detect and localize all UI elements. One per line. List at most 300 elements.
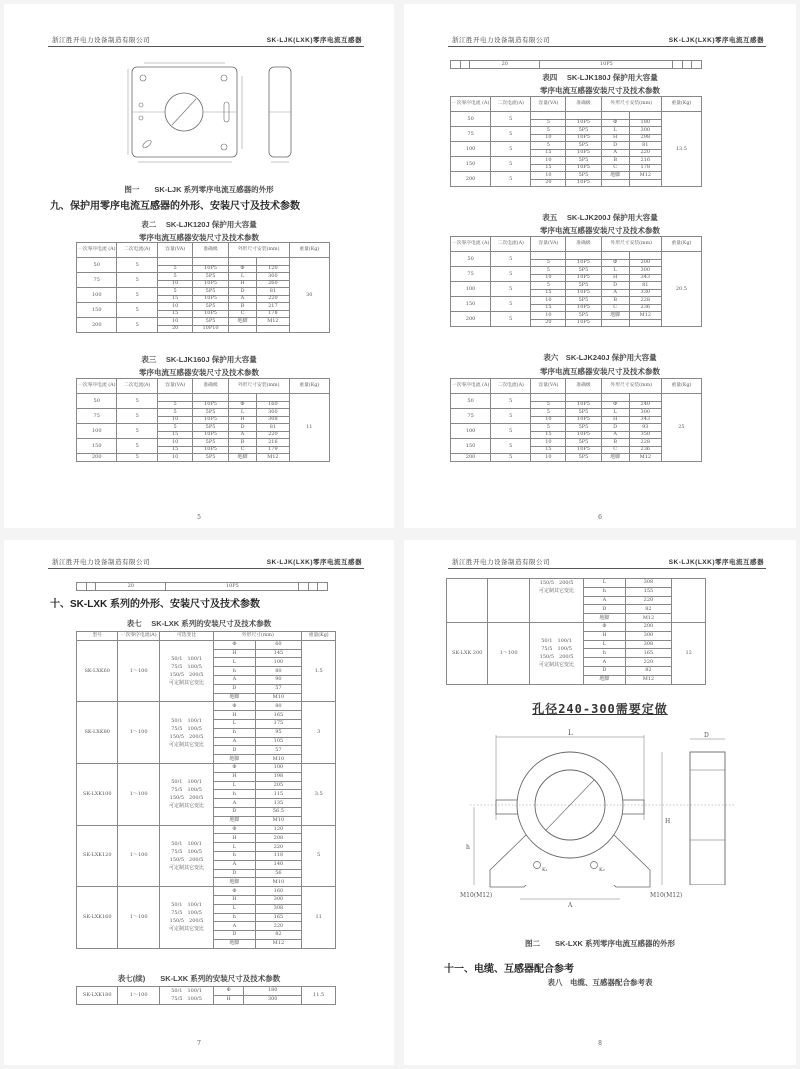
dim-value-cell: 200 (629, 259, 661, 267)
dim-value-cell: 220 (255, 922, 302, 931)
table-header-row (451, 97, 702, 112)
accuracy-cell (566, 252, 601, 260)
secondary-current-cell: 5 (491, 312, 531, 327)
dim-name-cell: D (584, 605, 625, 614)
dim-name-cell: L (214, 781, 255, 790)
weight-cell: 3 (302, 702, 336, 764)
primary-current-cell: 200 (77, 454, 117, 462)
capacity-cell: 5 (531, 401, 566, 409)
capacity-cell: 10 (531, 157, 566, 165)
column-header: 外形尺寸安装(mm) (601, 237, 661, 252)
dim-name-cell: B (601, 297, 629, 305)
dim-name-cell: A (584, 658, 625, 667)
dim-name-cell: 地脚 (214, 755, 255, 764)
dim-name-cell: B (228, 439, 256, 447)
primary-current-cell: 50 (451, 252, 491, 267)
dim-L-label: L (568, 729, 573, 737)
dim-value-cell: 81 (257, 288, 289, 296)
weight-cell: 13.5 (661, 112, 701, 187)
capacity-cell: 5 (531, 259, 566, 267)
capacity-cell: 20 (157, 325, 192, 333)
ratio-line: 50/1 100/1 (171, 988, 202, 995)
weight-cell: 12 (672, 622, 706, 684)
dim-name-cell: H (214, 649, 255, 658)
dim-value-cell: 115 (255, 790, 302, 799)
capacity-cell: 10 (157, 416, 192, 424)
table-row (451, 112, 702, 120)
ratio-line: 可定制其它变比 (169, 741, 205, 748)
dim-value-cell: 165 (255, 711, 302, 720)
dim-name-cell: C (601, 164, 629, 172)
current-cell (488, 579, 529, 623)
column-header: 准确级 (193, 379, 228, 394)
dim-value-cell: M12 (257, 318, 289, 326)
page-header (48, 34, 364, 47)
table-2 (76, 242, 330, 333)
capacity-cell: 15 (157, 310, 192, 318)
weight-cell: 5 (302, 825, 336, 887)
dim-value-cell: 82 (625, 605, 672, 614)
dim-value-cell: 308 (257, 416, 289, 424)
secondary-current-cell: 5 (491, 127, 531, 142)
dim-value-cell: 300 (257, 409, 289, 417)
model-cell: SK-LXK60 (77, 640, 118, 702)
capacity-cell: 5 (531, 119, 566, 127)
dim-name-cell: C (601, 304, 629, 312)
secondary-current-cell: 5 (117, 273, 157, 288)
ratio-line: 150/5 200/5 (169, 672, 204, 679)
capacity-cell (531, 252, 566, 260)
dim-name-cell: Φ (214, 887, 255, 896)
dim-name-cell: H (228, 280, 256, 288)
ratio-line: 50/1 100/1 (171, 779, 202, 786)
accuracy-cell: 10P5 (566, 416, 601, 424)
secondary-current-cell: 5 (491, 439, 531, 454)
table-5 (450, 236, 702, 327)
table-7-continued (76, 986, 336, 1005)
header-company: 浙江胜开电力设备制造有限公司 (52, 558, 150, 566)
table-6-subtitle: 零序电流互感器安装尺寸及技术参数 (540, 367, 660, 376)
capacity-cell: 10 (531, 416, 566, 424)
accuracy-cell: 10P5 (566, 431, 601, 439)
table-5-title: 表五 SK-LJK200J 保护用大容量 (542, 213, 658, 222)
primary-current-cell: 75 (451, 267, 491, 282)
table-row (77, 258, 330, 266)
dim-value-cell: 57 (255, 746, 302, 755)
dim-value-cell: 208 (255, 834, 302, 843)
dim-name-cell: H (214, 711, 255, 720)
dim-name-cell: B (228, 303, 256, 311)
header-product: SK-LJK(LXK)零序电流互感器 (668, 37, 764, 44)
dim-name-cell: H (584, 631, 625, 640)
dim-name-cell: 地脚 (214, 816, 255, 825)
ratio-line: 150/5 200/5 (169, 918, 204, 925)
dim-value-cell: 140 (255, 860, 302, 869)
primary-current-cell: 50 (77, 394, 117, 409)
secondary-current-cell: 5 (117, 454, 157, 462)
secondary-current-cell: 5 (491, 252, 531, 267)
accuracy-cell: 5P5 (566, 172, 601, 180)
capacity-cell (157, 394, 192, 402)
section-11-title: 十一、电缆、互感器配合参考 (444, 964, 574, 975)
page-header (48, 556, 364, 569)
table-3 (76, 378, 330, 462)
primary-current-cell: 75 (77, 409, 117, 424)
cell (460, 61, 470, 69)
dim-value-cell (629, 319, 661, 327)
accuracy-cell: 10P5 (566, 134, 601, 142)
dim-name-cell: A (584, 596, 625, 605)
accuracy-cell: 5P5 (193, 439, 228, 447)
ratio-line: 150/5 200/5 (539, 654, 574, 661)
accuracy-cell: 10P5 (193, 310, 228, 318)
dim-value-cell: 220 (625, 658, 672, 667)
ratio-line: 50/1 100/1 (171, 902, 202, 909)
dim-name-cell (228, 325, 256, 333)
column-header: 二次电流(A) (491, 97, 531, 112)
column-header: 外形尺寸安装(mm) (601, 379, 661, 394)
dim-name-cell: Φ (214, 763, 255, 772)
dim-name-cell: L (214, 843, 255, 852)
dim-value-cell: 228 (629, 439, 661, 447)
table-7-continued-page8 (446, 578, 706, 685)
accuracy-cell: 10P10 (193, 325, 228, 333)
dim-name-cell: D (601, 424, 629, 432)
dim-value-cell: 82 (255, 931, 302, 940)
dim-value-cell: 81 (257, 424, 289, 432)
dim-name-cell: A (601, 149, 629, 157)
column-header: 外形尺寸(mm) (214, 632, 302, 641)
dim-value-cell: 145 (255, 649, 302, 658)
capacity-cell: 5 (157, 265, 192, 273)
current-cell: 1～100 (118, 887, 159, 949)
dim-H-label: H (665, 818, 671, 825)
table-row (77, 987, 336, 996)
capacity-cell: 5 (531, 409, 566, 417)
continued-row (450, 60, 702, 69)
cell: 20 (470, 61, 540, 69)
dim-name-cell: Φ (601, 259, 629, 267)
primary-current-cell: 200 (451, 172, 491, 187)
header-company: 浙江胜开电力设备制造有限公司 (52, 36, 150, 44)
column-header: 二次电流(A) (117, 379, 157, 394)
dim-value-cell: 57 (255, 684, 302, 693)
accuracy-cell (566, 112, 601, 120)
dim-name-cell: A (601, 431, 629, 439)
current-cell: 1～100 (488, 622, 529, 684)
k2-label: K₂ (599, 867, 605, 873)
dim-value-cell: 300 (629, 267, 661, 275)
column-header: 重量(Kg) (302, 632, 336, 641)
dim-name-cell: A (214, 860, 255, 869)
dim-value-cell: M12 (255, 939, 302, 948)
column-header: 准确级 (193, 243, 228, 258)
accuracy-cell: 10P5 (566, 289, 601, 297)
accuracy-cell (193, 258, 228, 266)
column-header: 重量(Kg) (661, 97, 701, 112)
capacity-cell: 15 (531, 431, 566, 439)
table-row (77, 763, 336, 772)
weight-cell: 11 (302, 887, 336, 949)
dim-value-cell: 343 (629, 416, 661, 424)
secondary-current-cell: 5 (491, 424, 531, 439)
dim-name-cell: H (214, 895, 255, 904)
column-header: 准确级 (566, 97, 601, 112)
dim-value-cell: 178 (629, 164, 661, 172)
ratio-line: 75/5 100/5 (171, 664, 202, 671)
primary-current-cell: 150 (451, 439, 491, 454)
dim-name-cell: Φ (228, 401, 256, 409)
primary-current-cell: 50 (77, 258, 117, 273)
primary-current-cell: 100 (451, 424, 491, 439)
table-row (451, 61, 702, 69)
capacity-cell (531, 112, 566, 120)
dim-value-cell: 165 (255, 913, 302, 922)
cell (692, 61, 702, 69)
accuracy-cell: 10P5 (566, 259, 601, 267)
column-header: 容量(VA) (531, 379, 566, 394)
capacity-cell: 15 (531, 446, 566, 454)
dim-name-cell: 地脚 (228, 318, 256, 326)
dim-value-cell: 308 (625, 640, 672, 649)
accuracy-cell: 10P5 (566, 446, 601, 454)
current-cell: 1～100 (118, 825, 159, 887)
ratio-cell (159, 825, 213, 887)
dim-value-cell: 155 (625, 587, 672, 596)
capacity-cell: 20 (531, 319, 566, 327)
dim-value-cell: 118 (255, 851, 302, 860)
accuracy-cell: 10P5 (193, 446, 228, 454)
dim-name-cell: H (214, 834, 255, 843)
secondary-current-cell: 5 (491, 172, 531, 187)
column-header: 重量(Kg) (289, 379, 329, 394)
dim-name-cell (228, 394, 256, 402)
dim-name-cell: L (601, 267, 629, 275)
model-cell: SK-LXK120 (77, 825, 118, 887)
page-number: 8 (598, 1040, 602, 1047)
table-7b-title: 表七(续) SK-LXK 系列的安装尺寸及技术参数 (117, 974, 281, 983)
table-4-subtitle: 零序电流互感器安装尺寸及技术参数 (540, 86, 660, 95)
page-number: 6 (598, 514, 602, 521)
cell (451, 61, 461, 69)
column-header: 可选变比 (159, 632, 213, 641)
dim-value-cell: 300 (629, 127, 661, 135)
capacity-cell: 10 (157, 454, 192, 462)
capacity-cell: 10 (157, 303, 192, 311)
ratio-cell (529, 622, 583, 684)
dim-value-cell (629, 252, 661, 260)
ratio-line: 75/5 100/5 (171, 848, 202, 855)
ratio-line: 75/5 100/5 (171, 725, 202, 732)
table-6-title: 表六 SK-LJK240J 保护用大容量 (543, 353, 657, 362)
primary-current-cell: 100 (77, 424, 117, 439)
capacity-cell: 10 (531, 454, 566, 462)
capacity-cell: 15 (157, 431, 192, 439)
dim-value-cell: 260 (257, 280, 289, 288)
column-header: 一次零序电流 (A) (451, 97, 491, 112)
secondary-current-cell: 5 (491, 142, 531, 157)
capacity-cell (531, 394, 566, 402)
dim-name-cell: D (214, 807, 255, 816)
k1-label: K₁ (542, 867, 548, 873)
capacity-cell: 5 (531, 282, 566, 290)
table-header-row (77, 379, 330, 394)
current-cell: 1～100 (118, 702, 159, 764)
accuracy-cell: 5P5 (566, 454, 601, 462)
secondary-current-cell: 5 (117, 394, 157, 409)
dim-h-label: h (466, 844, 470, 851)
accuracy-cell: 5P5 (193, 288, 228, 296)
table-2-subtitle: 零序电流互感器安装尺寸及技术参数 (139, 233, 259, 242)
dim-value-cell: 300 (255, 895, 302, 904)
dim-name-cell: C (228, 310, 256, 318)
model-cell: SK-LXK180 (77, 987, 118, 1005)
primary-current-cell: 50 (451, 112, 491, 127)
table-row (447, 622, 706, 631)
page-number: 7 (197, 1040, 201, 1047)
accuracy-cell: 5P5 (566, 142, 601, 150)
bolt-right-label: M10(M12) (650, 892, 683, 899)
dim-A-label: A (568, 902, 573, 909)
dim-name-cell: D (601, 142, 629, 150)
bolt-left-label: M10(M12) (460, 892, 493, 899)
current-cell: 1～100 (118, 640, 159, 702)
table-header-row (77, 632, 336, 641)
capacity-cell: 10 (531, 172, 566, 180)
weight-cell (672, 579, 706, 623)
header-company: 浙江胜开电力设备制造有限公司 (452, 36, 550, 44)
page-8 (404, 540, 796, 1065)
dim-value-cell: 205 (255, 781, 302, 790)
table-row (451, 252, 702, 260)
dim-value-cell: M12 (629, 312, 661, 320)
dim-name-cell: Φ (214, 702, 255, 711)
dim-name-cell: A (214, 799, 255, 808)
accuracy-cell: 5P5 (193, 454, 228, 462)
primary-current-cell: 50 (451, 394, 491, 409)
dim-name-cell: L (214, 904, 255, 913)
model-cell: SK-LXK80 (77, 702, 118, 764)
secondary-current-cell: 5 (491, 112, 531, 127)
secondary-current-cell: 5 (491, 394, 531, 409)
secondary-current-cell: 5 (491, 282, 531, 297)
secondary-current-cell: 5 (117, 409, 157, 424)
ratio-line: 可定制其它变比 (169, 803, 205, 810)
column-header: 外形尺寸安装(mm) (601, 97, 661, 112)
ratio-line: 50/1 100/1 (171, 656, 202, 663)
ratio-line: 75/5 100/5 (171, 910, 202, 917)
accuracy-cell: 10P5 (566, 179, 601, 187)
primary-current-cell: 150 (77, 439, 117, 454)
accuracy-cell: 10P5 (566, 319, 601, 327)
cell (318, 583, 328, 591)
dim-name-cell (601, 319, 629, 327)
dim-D-label: D (704, 732, 709, 739)
table-7 (76, 631, 336, 949)
primary-current-cell: 150 (77, 303, 117, 318)
dim-value-cell: 56 (255, 869, 302, 878)
figure-2-drawing (454, 725, 734, 885)
dim-name-cell (601, 252, 629, 260)
dim-name-cell (601, 179, 629, 187)
secondary-current-cell: 5 (117, 424, 157, 439)
cell (299, 583, 309, 591)
dim-name-cell: H (228, 416, 256, 424)
secondary-current-cell: 5 (491, 409, 531, 424)
capacity-cell: 10 (157, 318, 192, 326)
column-header: 准确级 (566, 379, 601, 394)
table-header-row (451, 237, 702, 252)
primary-current-cell: 75 (451, 409, 491, 424)
header-product: SK-LJK(LXK)零序电流互感器 (266, 37, 362, 44)
column-header: 准确级 (566, 237, 601, 252)
page-header (448, 34, 766, 47)
capacity-cell: 10 (531, 134, 566, 142)
dim-name-cell: L (228, 409, 256, 417)
table-6 (450, 378, 702, 462)
primary-current-cell: 150 (451, 157, 491, 172)
dim-name-cell: H (601, 416, 629, 424)
dim-name-cell: h (584, 649, 625, 658)
table-8-title: 表八 电缆、互感器配合参考表 (547, 978, 653, 987)
primary-current-cell: 200 (451, 454, 491, 462)
dim-name-cell: Φ (214, 987, 244, 996)
capacity-cell: 5 (531, 142, 566, 150)
dim-value-cell: 60 (255, 640, 302, 649)
dim-name-cell: Φ (228, 265, 256, 273)
accuracy-cell: 5P5 (566, 267, 601, 275)
table-row (77, 887, 336, 896)
capacity-cell: 5 (531, 127, 566, 135)
dim-value-cell: 217 (257, 303, 289, 311)
ratio-cell (159, 640, 213, 702)
dim-name-cell: A (601, 289, 629, 297)
primary-current-cell: 200 (451, 312, 491, 327)
dim-value-cell: 350 (629, 431, 661, 439)
table-header-row (77, 243, 330, 258)
dim-name-cell: H (601, 274, 629, 282)
capacity-cell: 15 (531, 289, 566, 297)
dim-name-cell: h (584, 587, 625, 596)
dim-value-cell: 165 (625, 649, 672, 658)
dim-name-cell: H (214, 772, 255, 781)
accuracy-cell: 10P5 (193, 431, 228, 439)
dim-value-cell: 81 (629, 142, 661, 150)
custom-order-notice: 孔径240-300需要定做 (532, 702, 668, 716)
column-header: 容量(VA) (531, 97, 566, 112)
column-header: 容量(VA) (157, 379, 192, 394)
column-header: 型号 (77, 632, 118, 641)
section-9-title: 九、保护用零序电流互感器的外形、安装尺寸及技术参数 (50, 201, 300, 212)
table-row (451, 394, 702, 402)
dim-name-cell: B (601, 157, 629, 165)
cell: 10P5 (166, 583, 299, 591)
dim-value-cell: 228 (629, 297, 661, 305)
capacity-cell: 10 (531, 312, 566, 320)
weight-cell: 1.5 (302, 640, 336, 702)
dim-value-cell: 308 (255, 904, 302, 913)
accuracy-cell: 5P5 (566, 127, 601, 135)
capacity-cell: 15 (531, 304, 566, 312)
dim-value-cell: 236 (629, 446, 661, 454)
accuracy-cell: 10P5 (193, 416, 228, 424)
header-product: SK-LJK(LXK)零序电流互感器 (266, 559, 362, 566)
weight-cell: 30 (289, 258, 329, 333)
dim-value-cell: 82 (625, 666, 672, 675)
dim-value-cell (257, 258, 289, 266)
dim-value-cell: 298 (629, 134, 661, 142)
capacity-cell: 10 (157, 439, 192, 447)
